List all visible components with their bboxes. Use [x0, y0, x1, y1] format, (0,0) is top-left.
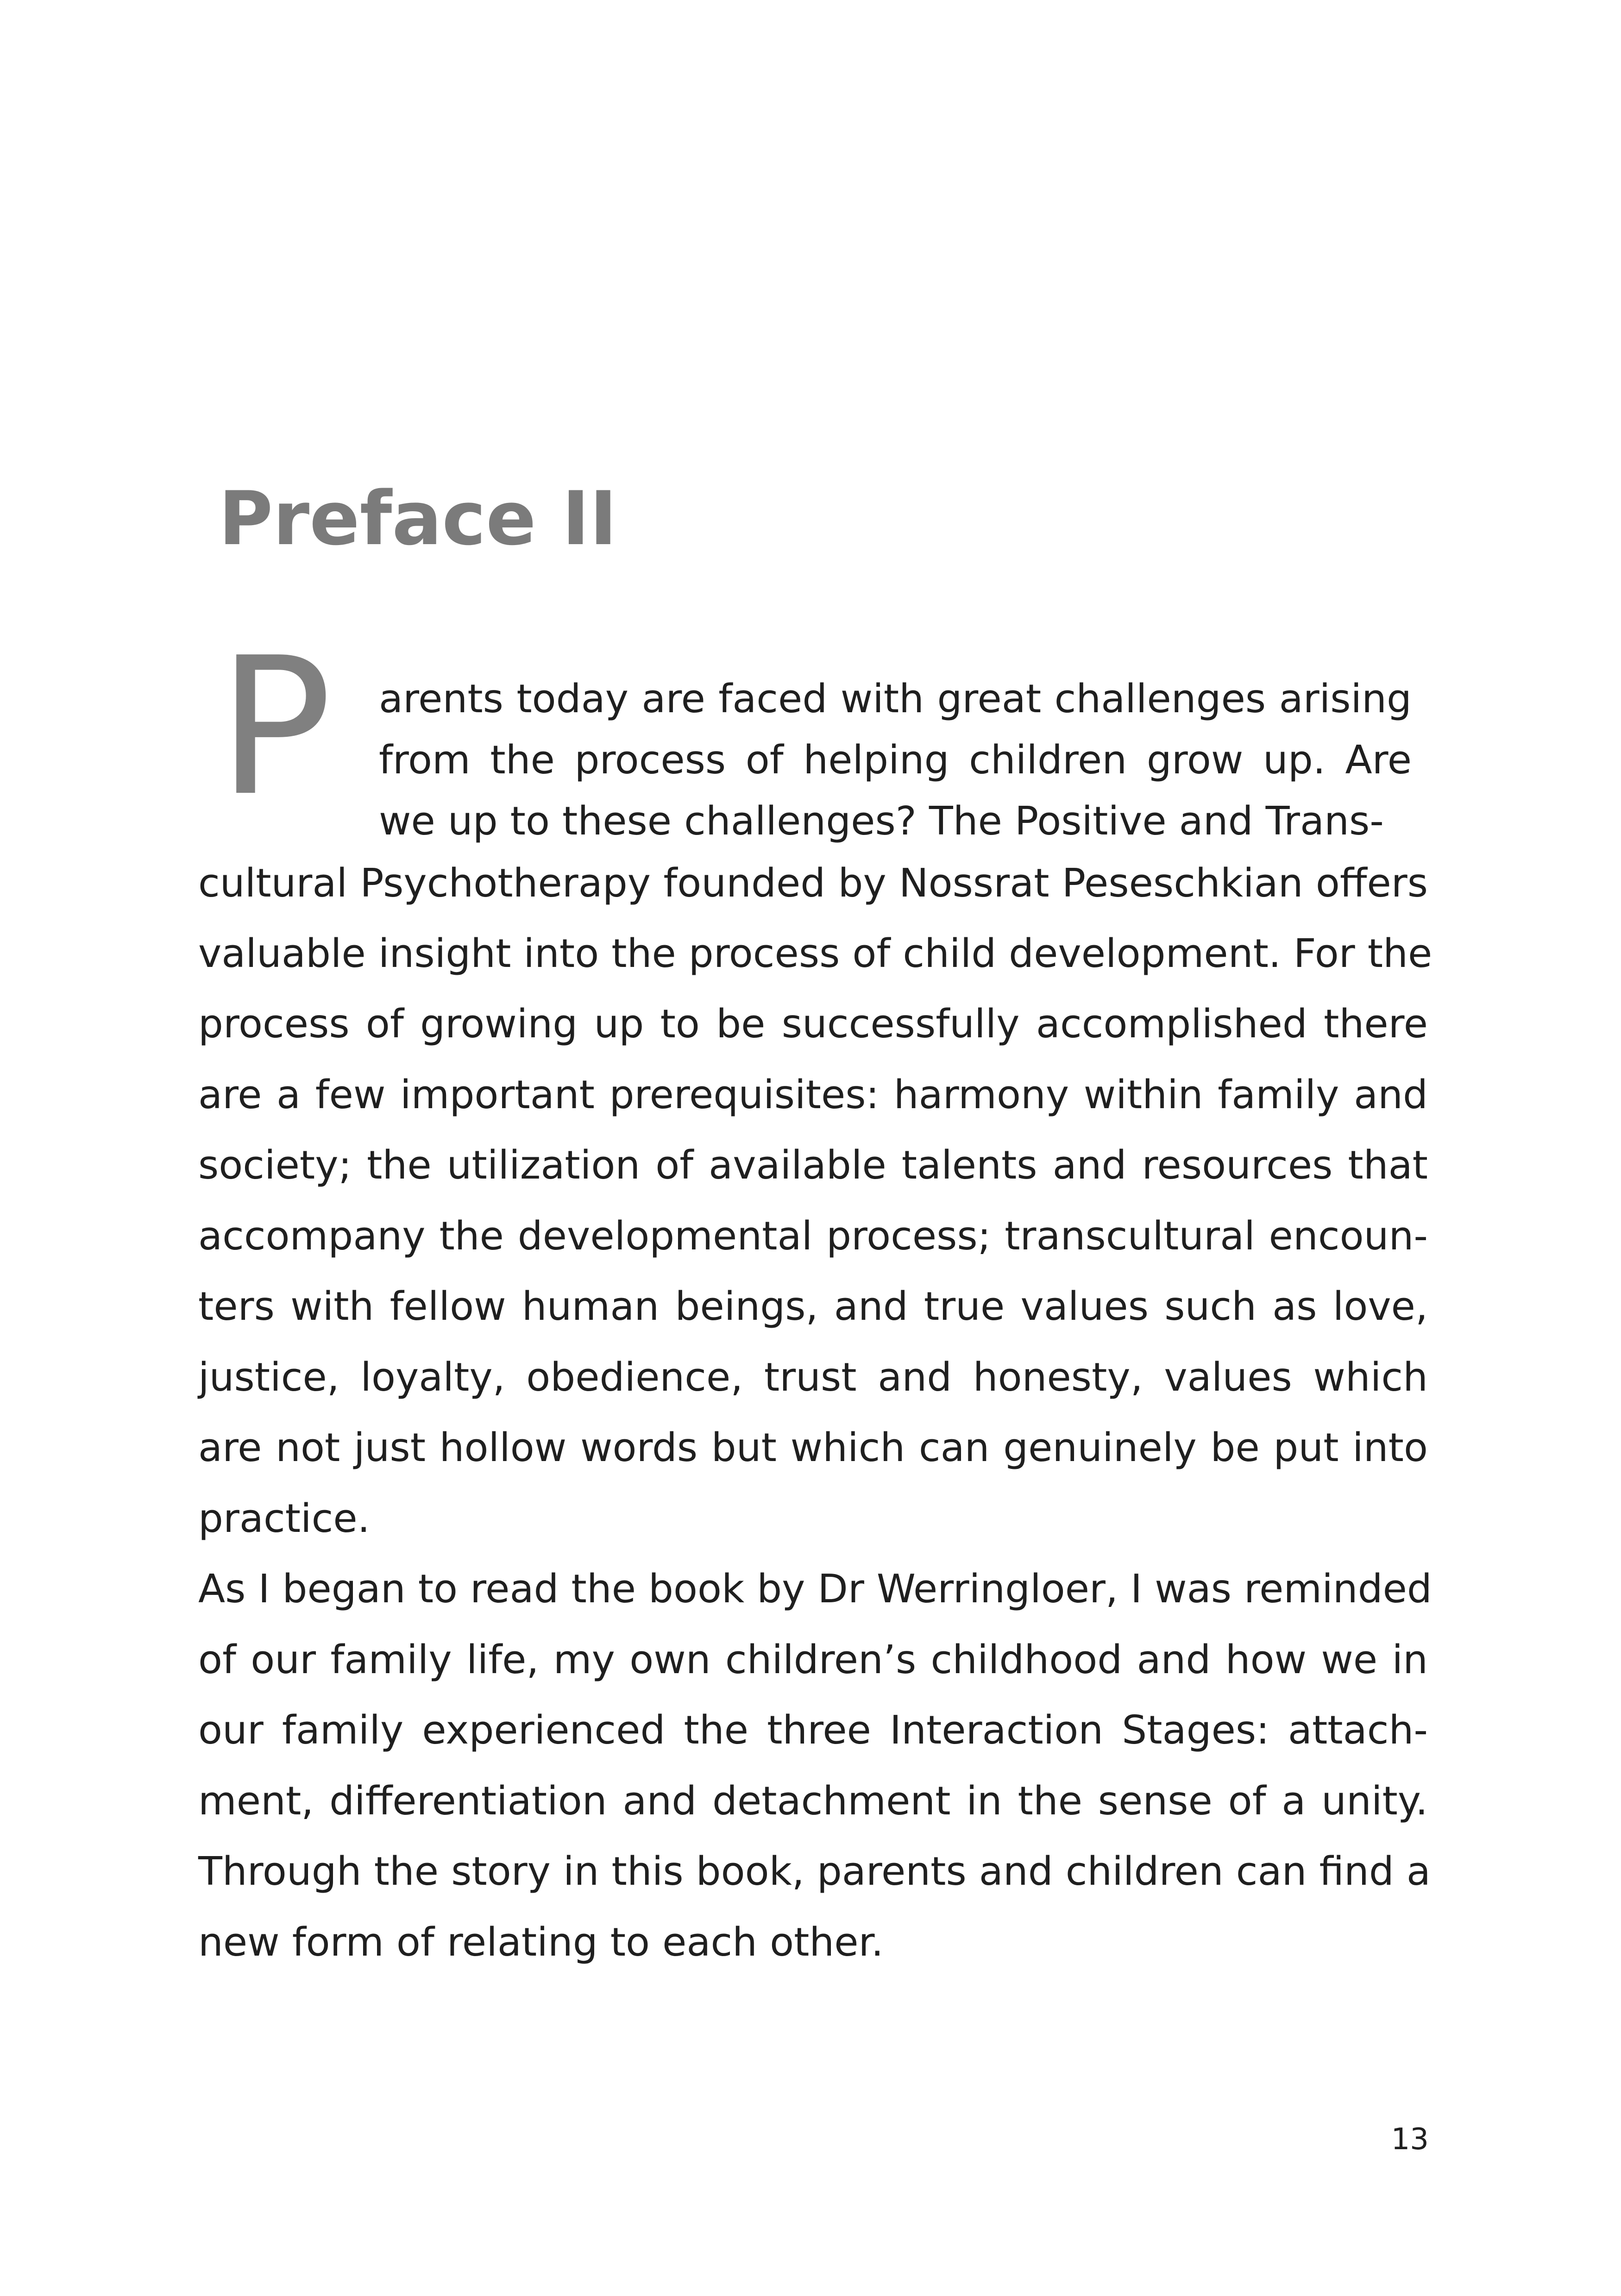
page-title: Preface II — [219, 475, 617, 562]
text-line: practice. — [198, 1496, 370, 1542]
text-line: are not just hollow words but which can genuinely be put into — [198, 1425, 1428, 1471]
text-line: accompany the developmental process; transcultural encoun- — [198, 1213, 1428, 1259]
page-number: 13 — [1391, 2122, 1429, 2157]
text-line: As I began to read the book by Dr Werringloer, I was reminded — [198, 1566, 1432, 1612]
text-line: arents today are faced with great challenges arising — [379, 676, 1412, 722]
text-line: from the process of helping children grow up. Are — [379, 737, 1412, 783]
text-line: our family experienced the three Interaction Stages: attach- — [198, 1707, 1428, 1753]
text-line: are a few important prerequisites: harmony within family and — [198, 1072, 1428, 1118]
drop-cap: P — [218, 616, 333, 838]
text-line: ment, differentiation and detachment in the sense of a unity. — [198, 1778, 1428, 1824]
text-line: justice, loyalty, obedience, trust and honesty, values which — [198, 1355, 1428, 1400]
text-line: new form of relating to each other. — [198, 1920, 884, 1965]
text-line: ters with fellow human beings, and true values such as love, — [198, 1284, 1428, 1330]
text-line: cultural Psychotherapy founded by Nossrat Peseschkian offers — [198, 860, 1428, 906]
text-line: of our family life, my own children’s childhood and how we in — [198, 1637, 1428, 1683]
text-line: valuable insight into the process of child development. For the — [198, 931, 1433, 977]
text-line: Through the story in this book, parents and children can find a — [198, 1849, 1431, 1895]
text-line: we up to these challenges? The Positive and Trans- — [379, 798, 1384, 844]
text-line: society; the utilization of available talents and resources that — [198, 1142, 1428, 1188]
text-line: process of growing up to be successfully accomplished there — [198, 1001, 1428, 1047]
